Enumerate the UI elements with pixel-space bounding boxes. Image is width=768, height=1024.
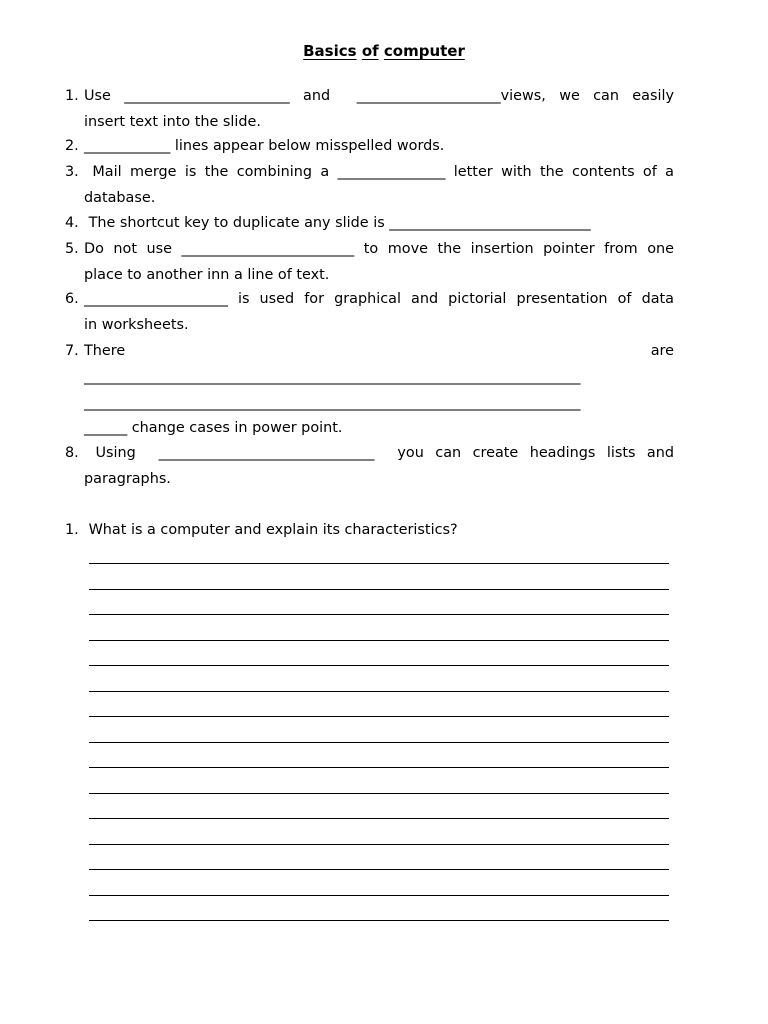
question-text-line: paragraphs. (84, 471, 171, 487)
question-number: 8. (65, 445, 79, 461)
blank-line: _____________________________________________________________________ (84, 395, 581, 411)
answer-line (89, 665, 669, 666)
answer-line (89, 767, 669, 768)
title-word-1: Basics (303, 42, 357, 60)
question-text-line: ____________________ is used for graphical and pictorial presentation of data (84, 291, 674, 307)
blank-line: _____________________________________________________________________ (84, 369, 581, 385)
question-number: 1. (65, 88, 79, 104)
question-number: 1. (65, 522, 79, 538)
answer-line (89, 589, 669, 590)
answer-line (89, 920, 669, 921)
answer-line (89, 640, 669, 641)
question-text-line: in worksheets. (84, 317, 189, 333)
question-text-line: database. (84, 190, 156, 206)
question-number: 5. (65, 241, 79, 257)
question-number: 6. (65, 291, 79, 307)
question-text-word: are (650, 343, 674, 359)
answer-line (89, 844, 669, 845)
question-number: 7. (65, 343, 79, 359)
question-text-line: What is a computer and explain its characteristics? (84, 522, 458, 538)
answer-line (89, 793, 669, 794)
answer-line (89, 716, 669, 717)
question-number: 3. (65, 164, 79, 180)
page-title (0, 41, 768, 61)
answer-line (89, 691, 669, 692)
question-text-line: The shortcut key to duplicate any slide is ____________________________ (84, 215, 591, 231)
title-word-3: computer (383, 42, 465, 60)
question-text-line: Mail merge is the combining a _______________ letter with the contents of a (84, 164, 674, 180)
question-text-line: insert text into the slide. (84, 114, 261, 130)
answer-line (89, 614, 669, 615)
question-text-line: Do not use ________________________ to move the insertion pointer from one (84, 241, 674, 257)
question-text-word: There (84, 343, 126, 359)
answer-line (89, 869, 669, 870)
question-number: 2. (65, 138, 79, 154)
question-text-line: ______ change cases in power point. (84, 420, 343, 436)
answer-line (89, 742, 669, 743)
question-number: 4. (65, 215, 79, 231)
answer-line (89, 895, 669, 896)
question-text-line: ____________ lines appear below misspelled words. (84, 138, 445, 154)
question-text-line: place to another inn a line of text. (84, 267, 330, 283)
question-text-line: Using ______________________________ you can create headings lists and (84, 445, 674, 461)
question-text-line: Use _______________________ and ____________________views, we can easily (84, 88, 674, 104)
answer-line (89, 563, 669, 564)
title-word-2: of (361, 42, 379, 60)
answer-line (89, 818, 669, 819)
